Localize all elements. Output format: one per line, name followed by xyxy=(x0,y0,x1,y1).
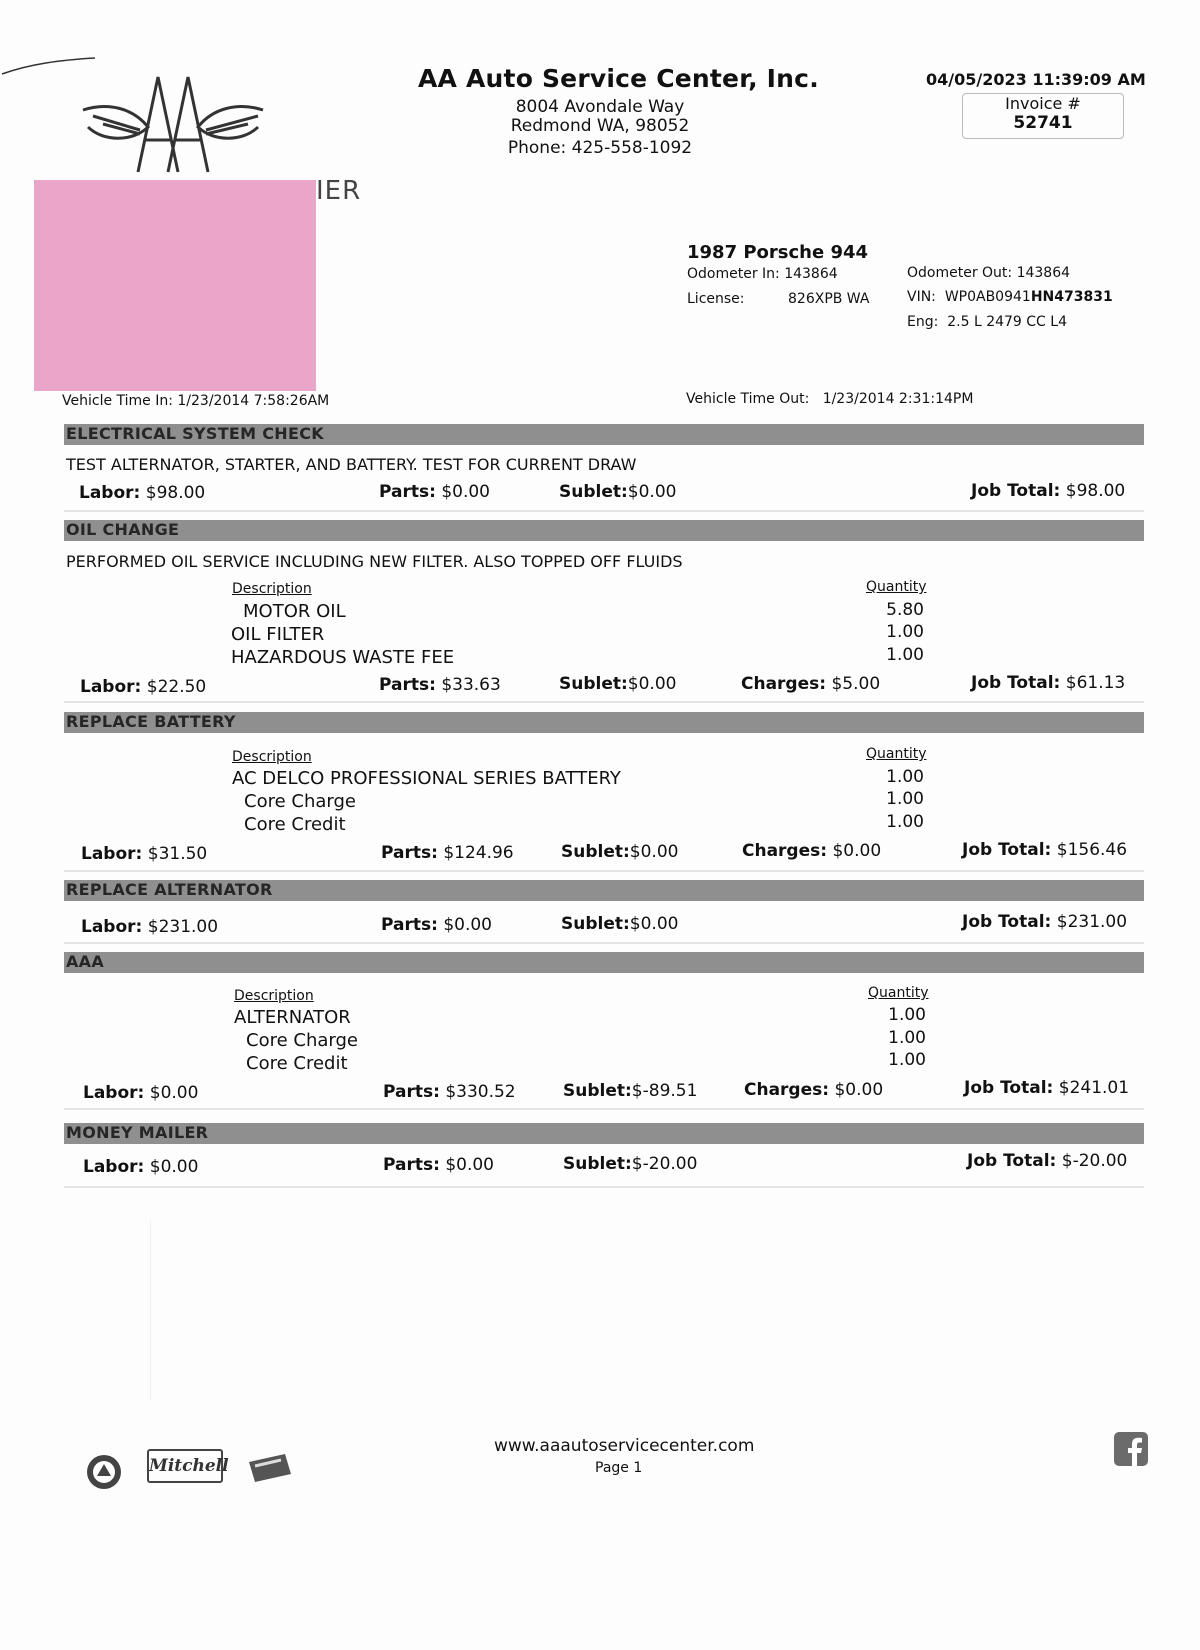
license-value: 826XPB WA xyxy=(788,291,870,307)
sublet-amount: Sublet:$-20.00 xyxy=(563,1154,698,1174)
vin-prefix: WP0AB0941 xyxy=(944,289,1031,305)
vin-suffix: HN473831 xyxy=(1030,289,1113,305)
section-bar xyxy=(64,712,1144,733)
line-item-desc: OIL FILTER xyxy=(231,624,325,645)
section-title: AAA xyxy=(66,952,105,971)
license-label: License: xyxy=(687,291,745,307)
eng-value: 2.5 L 2479 CC L4 xyxy=(947,314,1067,330)
line-item-qty: 1.00 xyxy=(888,1050,926,1070)
job-total: Job Total: $-20.00 xyxy=(967,1151,1128,1171)
divider xyxy=(64,870,1144,872)
labor-amount: Labor: $31.50 xyxy=(81,844,208,864)
mitchell-logo-icon xyxy=(147,1449,229,1483)
charges-amount: Charges: $5.00 xyxy=(741,674,881,694)
section-bar xyxy=(64,952,1144,973)
line-item-desc: ALTERNATOR xyxy=(234,1007,351,1028)
website-url[interactable]: www.aaautoservicecenter.com xyxy=(494,1436,755,1456)
parts-amount: Parts: $0.00 xyxy=(381,915,492,935)
labor-amount: Labor: $98.00 xyxy=(79,483,206,503)
parts-amount: Parts: $0.00 xyxy=(383,1155,494,1175)
sublet-amount: Sublet:$0.00 xyxy=(559,482,677,502)
phone: Phone: 425-558-1092 xyxy=(507,138,693,158)
parts-amount: Parts: $124.96 xyxy=(381,843,514,863)
line-item-desc: HAZARDOUS WASTE FEE xyxy=(231,647,455,668)
section-bar xyxy=(64,880,1144,901)
job-total: Job Total: $231.00 xyxy=(962,912,1128,932)
line-item-qty: 1.00 xyxy=(886,767,924,787)
pen-mark xyxy=(0,54,100,78)
engine xyxy=(907,314,1067,330)
mitchell-logo-text: Mitchell xyxy=(149,1456,229,1476)
section-title: REPLACE BATTERY xyxy=(66,712,236,731)
sublet-amount: Sublet:$-89.51 xyxy=(563,1081,698,1101)
invoice-label: Invoice # xyxy=(1005,94,1081,113)
divider xyxy=(64,942,1144,944)
ase-icon xyxy=(84,1452,124,1492)
section-bar xyxy=(64,1123,1144,1144)
line-item-desc: Core Charge xyxy=(246,1030,358,1051)
labor-amount: Labor: $22.50 xyxy=(80,677,207,697)
line-item-desc: AC DELCO PROFESSIONAL SERIES BATTERY xyxy=(232,768,621,789)
job-note: TEST ALTERNATOR, STARTER, AND BATTERY. TEST FOR CURRENT DRAW xyxy=(66,455,637,474)
time-out-label: Vehicle Time Out: xyxy=(686,391,810,407)
line-item-desc: Core Credit xyxy=(246,1053,348,1074)
job-total: Job Total: $156.46 xyxy=(962,840,1128,860)
vehicle-time-in: Vehicle Time In: 1/23/2014 7:58:26AM xyxy=(62,393,330,409)
quantity-header: Quantity xyxy=(866,746,927,762)
line-item-qty: 1.00 xyxy=(886,789,924,809)
line-item-desc: Core Charge xyxy=(244,791,356,812)
job-total: Job Total: $241.01 xyxy=(964,1078,1130,1098)
divider xyxy=(64,701,1144,703)
parts-amount: Parts: $0.00 xyxy=(379,482,490,502)
vehicle-time-out xyxy=(686,391,973,407)
job-total: Job Total: $98.00 xyxy=(971,481,1126,501)
section-title: OIL CHANGE xyxy=(66,520,180,539)
quantity-header: Quantity xyxy=(866,579,927,595)
quantity-header: Quantity xyxy=(868,985,929,1001)
divider xyxy=(64,1186,1144,1188)
company-address xyxy=(480,98,720,158)
redacted-block xyxy=(34,180,316,391)
facebook-icon[interactable] xyxy=(1114,1432,1148,1466)
line-item-qty: 1.00 xyxy=(886,812,924,832)
company-name: AA Auto Service Center, Inc. xyxy=(418,64,819,93)
section-bar xyxy=(64,520,1144,541)
parts-amount: Parts: $33.63 xyxy=(379,675,501,695)
section-title: MONEY MAILER xyxy=(66,1123,209,1142)
print-datetime: 04/05/2023 11:39:09 AM xyxy=(926,70,1146,89)
labor-amount: Labor: $0.00 xyxy=(83,1083,199,1103)
address-line-2: Redmond WA, 98052 xyxy=(510,116,690,136)
job-total: Job Total: $61.13 xyxy=(971,673,1126,693)
line-item-desc: MOTOR OIL xyxy=(243,601,346,622)
description-header: Description xyxy=(232,749,312,765)
bleed-through-area xyxy=(150,1220,1071,1400)
sublet-amount: Sublet:$0.00 xyxy=(561,842,679,862)
section-bar xyxy=(64,424,1144,445)
divider xyxy=(64,510,1144,512)
description-header: Description xyxy=(232,581,312,597)
section-title: ELECTRICAL SYSTEM CHECK xyxy=(66,424,324,443)
sublet-amount: Sublet:$0.00 xyxy=(559,674,677,694)
parts-amount: Parts: $330.52 xyxy=(383,1082,516,1102)
wings-logo-icon xyxy=(78,72,268,182)
labor-amount: Labor: $0.00 xyxy=(83,1157,199,1177)
line-item-qty: 1.00 xyxy=(886,622,924,642)
vehicle-name: 1987 Porsche 944 xyxy=(687,242,869,263)
labor-amount: Labor: $231.00 xyxy=(81,917,219,937)
charges-amount: Charges: $0.00 xyxy=(742,841,882,861)
section-title: REPLACE ALTERNATOR xyxy=(66,880,273,899)
charges-amount: Charges: $0.00 xyxy=(744,1080,884,1100)
card-icon xyxy=(245,1452,295,1482)
vin xyxy=(907,289,1113,305)
invoice-box xyxy=(962,93,1124,139)
address-line-1: 8004 Avondale Way xyxy=(515,97,685,117)
page-number: Page 1 xyxy=(595,1460,643,1476)
invoice-number: 52741 xyxy=(1013,113,1073,133)
vin-label: VIN: xyxy=(907,289,936,305)
eng-label: Eng: xyxy=(907,314,939,330)
line-item-qty: 5.80 xyxy=(886,600,924,620)
line-item-qty: 1.00 xyxy=(886,645,924,665)
divider xyxy=(64,1108,1144,1110)
time-out-value: 1/23/2014 2:31:14PM xyxy=(822,391,974,407)
line-item-qty: 1.00 xyxy=(888,1005,926,1025)
odometer-in: Odometer In: 143864 xyxy=(687,266,838,282)
line-item-qty: 1.00 xyxy=(888,1028,926,1048)
odometer-out: Odometer Out: 143864 xyxy=(907,265,1071,281)
line-item-desc: Core Credit xyxy=(244,814,346,835)
job-note: PERFORMED OIL SERVICE INCLUDING NEW FILTER. ALSO TOPPED OFF FLUIDS xyxy=(66,552,683,571)
description-header: Description xyxy=(234,988,314,1004)
sublet-amount: Sublet:$0.00 xyxy=(561,914,679,934)
logo-fragment: IER xyxy=(316,176,362,206)
